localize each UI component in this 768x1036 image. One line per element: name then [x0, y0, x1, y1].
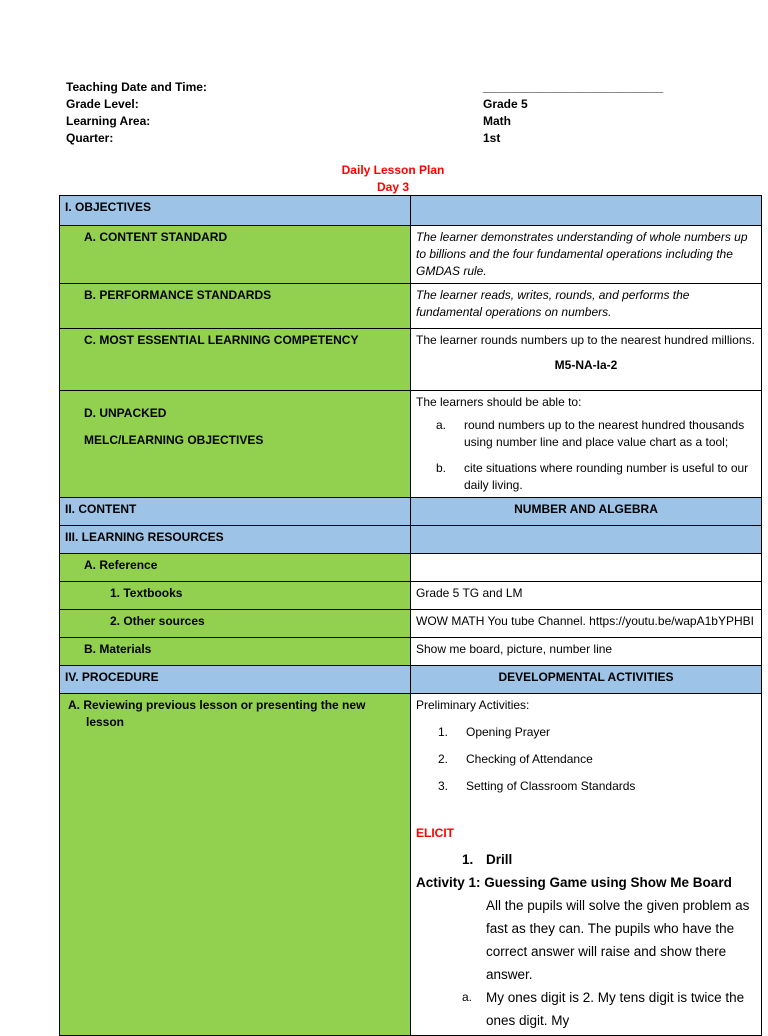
content-value: NUMBER AND ALGEBRA	[411, 498, 762, 526]
reference-blank	[411, 554, 762, 582]
header-values	[483, 79, 663, 147]
melc-text: The learner rounds numbers up to the nearest hundred millions.	[416, 333, 755, 347]
lesson-plan-table	[59, 195, 762, 1036]
table-row	[60, 666, 762, 694]
unpacked-intro: The learners should be able to:	[416, 395, 582, 409]
table-row	[60, 196, 762, 226]
teaching-date-label: Teaching Date and Time:	[66, 80, 207, 94]
textbooks-value: Grade 5 TG and LM	[411, 582, 762, 610]
page-subtitle: Day 3	[376, 180, 410, 194]
resources-heading-blank	[411, 526, 762, 554]
unpacked-label-1: D. UNPACKED	[84, 406, 167, 420]
list-item: 2. Checking of Attendance	[438, 752, 593, 766]
performance-standards-label: B. PERFORMANCE STANDARDS	[60, 284, 411, 329]
learning-area-label: Learning Area:	[66, 114, 151, 128]
activities-heading: DEVELOPMENTAL ACTIVITIES	[411, 666, 762, 694]
drill-heading: 1. Drill	[462, 852, 513, 867]
grade-level-label: Grade Level:	[66, 97, 139, 111]
other-sources-label: 2. Other sources	[60, 610, 411, 638]
list-item: 1. Opening Prayer	[438, 725, 551, 739]
activity1-description: All the pupils will solve the given problem as fast as they can. The pupils who have the correct answer will raise and show there answer.	[486, 898, 750, 982]
activity1-title: Activity 1: Guessing Game using Show Me Board	[416, 875, 732, 890]
table-row	[60, 526, 762, 554]
table-row	[60, 391, 762, 498]
teaching-date-value: ___________________________	[483, 80, 664, 94]
content-standard-text: The learner demonstrates understanding of whole numbers up to billions and the four fundamental operations including the GMDAS rule.	[411, 226, 762, 284]
header-labels	[66, 79, 207, 147]
table-row	[60, 226, 762, 284]
table-row	[60, 498, 762, 526]
table-row	[60, 284, 762, 329]
table-row	[60, 638, 762, 666]
performance-standards-text: The learner reads, writes, rounds, and performs the fundamental operations on numbers.	[411, 284, 762, 329]
quarter-label: Quarter:	[66, 131, 114, 145]
materials-label: B. Materials	[60, 638, 411, 666]
elicit-label: ELICIT	[416, 826, 454, 840]
melc-cell	[411, 329, 762, 391]
grade-level-value: Grade 5	[483, 97, 528, 111]
procedure-cell	[411, 694, 762, 1036]
resources-heading: III. LEARNING RESOURCES	[60, 526, 411, 554]
page-title: Daily Lesson Plan	[341, 163, 445, 177]
table-row	[60, 582, 762, 610]
textbooks-label: 1. Textbooks	[60, 582, 411, 610]
table-row	[60, 694, 762, 1036]
objectives-heading-blank	[411, 196, 762, 226]
objectives-heading: I. OBJECTIVES	[60, 196, 411, 226]
list-item: 3. Setting of Classroom Standards	[438, 779, 636, 793]
table-row	[60, 329, 762, 391]
content-standard-label: A. CONTENT STANDARD	[60, 226, 411, 284]
melc-code: M5-NA-Ia-2	[554, 358, 618, 372]
list-item: a. round numbers up to the nearest hundred thousands using number line and place value chart as a tool;	[436, 418, 745, 449]
content-heading: II. CONTENT	[60, 498, 411, 526]
unpacked-label-2: MELC/LEARNING OBJECTIVES	[84, 433, 264, 447]
procedure-heading: IV. PROCEDURE	[60, 666, 411, 694]
quarter-value: 1st	[483, 131, 501, 145]
learning-area-value: Math	[483, 114, 511, 128]
table-row	[60, 610, 762, 638]
review-label: A. Reviewing previous lesson or presenting the new lesson	[60, 694, 411, 1036]
list-item: b. cite situations where rounding number is useful to our daily living.	[436, 461, 749, 492]
preliminary-label: Preliminary Activities:	[416, 698, 530, 712]
reference-label: A. Reference	[60, 554, 411, 582]
materials-value: Show me board, picture, number line	[411, 638, 762, 666]
problem-item: a. My ones digit is 2. My tens digit is twice the ones digit. My	[462, 990, 745, 1028]
table-row	[60, 554, 762, 582]
other-sources-value: WOW MATH You tube Channel. https://youtu.be/wapA1bYPHBI	[411, 610, 762, 638]
unpacked-cell	[411, 391, 762, 498]
melc-label: C. MOST ESSENTIAL LEARNING COMPETENCY	[60, 329, 411, 391]
unpacked-label	[60, 391, 411, 498]
